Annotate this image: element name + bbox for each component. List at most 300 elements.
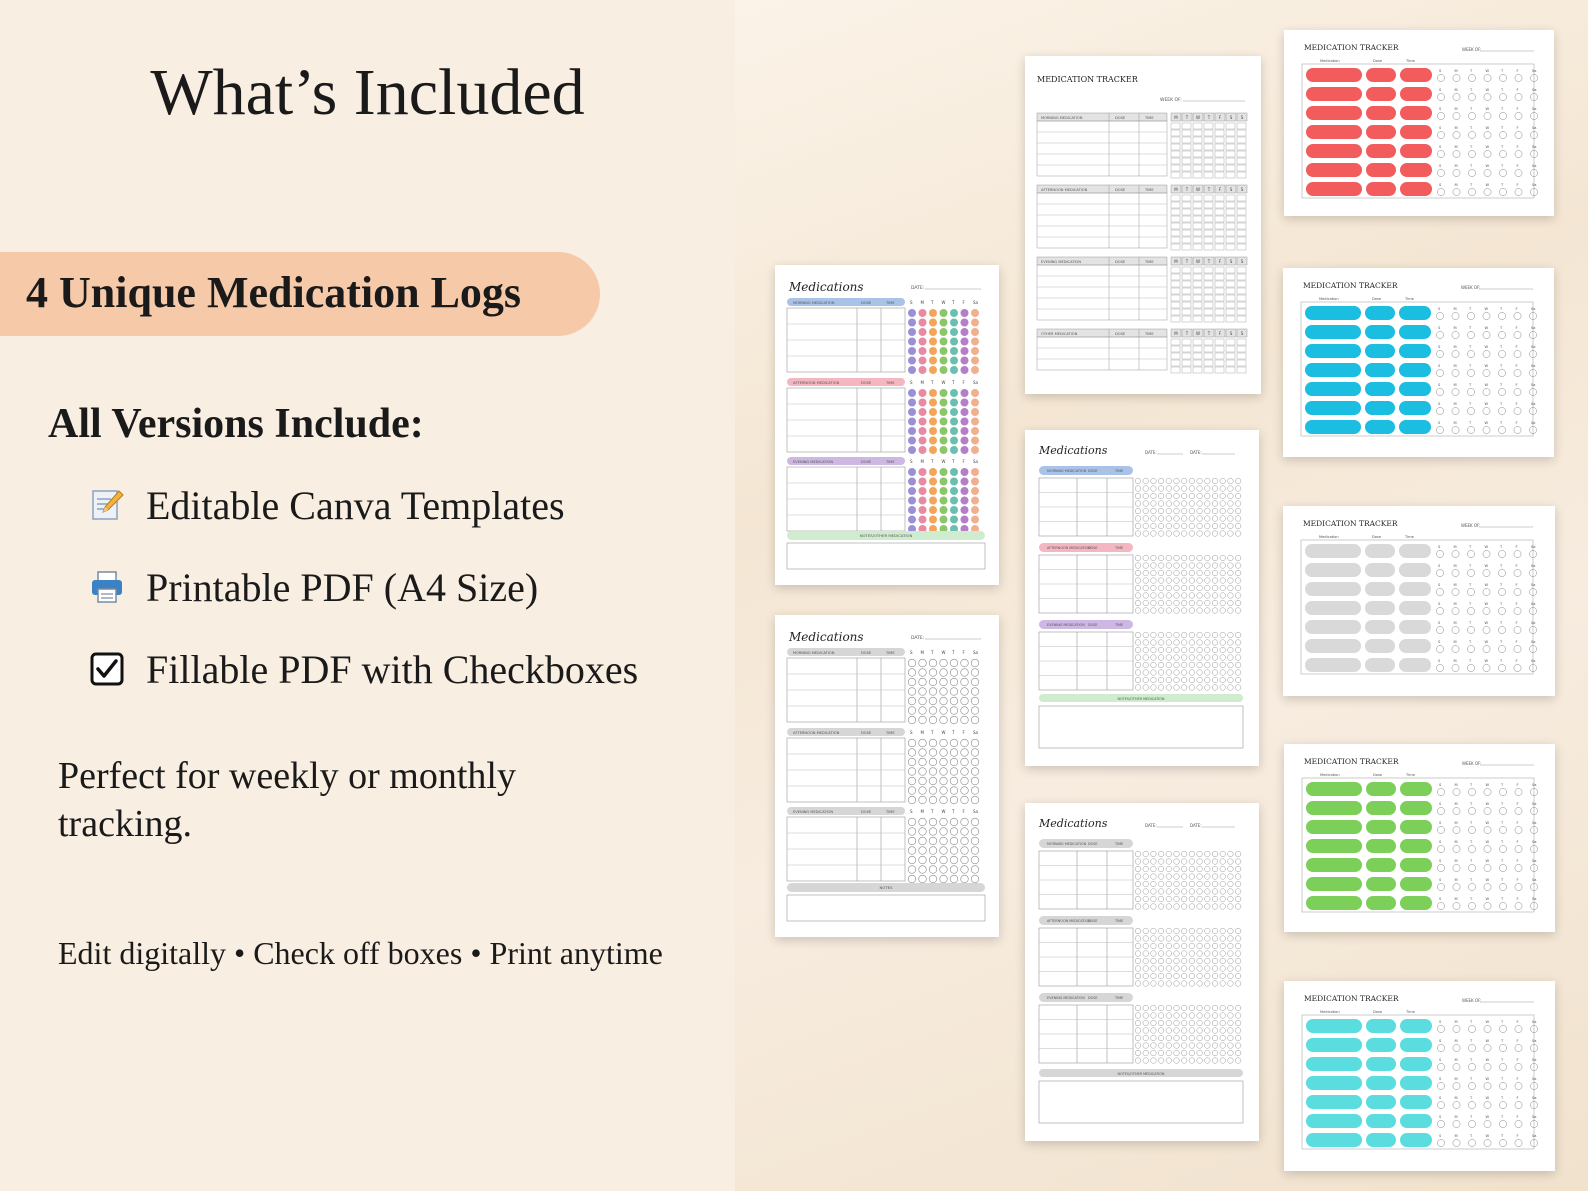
preview-day-dot bbox=[919, 427, 927, 435]
preview-day-circle bbox=[1220, 478, 1226, 484]
memo-pencil-icon bbox=[88, 486, 126, 524]
preview-col-medication: Medication bbox=[1319, 535, 1339, 539]
preview-day-circle bbox=[971, 787, 979, 795]
preview-day-circle bbox=[1235, 493, 1241, 499]
preview-day-circle bbox=[908, 875, 916, 883]
preview-day-circle bbox=[1220, 896, 1226, 902]
preview-time-pill bbox=[1400, 1095, 1432, 1109]
preview-day-circle bbox=[1158, 555, 1164, 561]
preview-day-circle bbox=[1197, 478, 1203, 484]
preview-day-circle bbox=[1189, 943, 1195, 949]
feature-fillable bbox=[88, 644, 638, 694]
preview-day-label: M bbox=[1174, 259, 1178, 264]
preview-check-box bbox=[1171, 172, 1180, 178]
preview-day-circle bbox=[1235, 647, 1241, 653]
preview-day-circle bbox=[1174, 1035, 1180, 1041]
preview-day-circle bbox=[1235, 966, 1241, 972]
preview-day-circle bbox=[1189, 585, 1195, 591]
preview-day-circle bbox=[1189, 936, 1195, 942]
preview-check-box bbox=[1171, 316, 1180, 322]
preview-day-circle bbox=[1174, 632, 1180, 638]
preview-day-label: Sa bbox=[1532, 878, 1537, 882]
preview-medication-pill bbox=[1306, 87, 1362, 101]
preview-day-circle bbox=[950, 768, 958, 776]
preview-check-box bbox=[1226, 237, 1235, 243]
preview-dose-pill bbox=[1365, 544, 1395, 558]
preview-day-circle bbox=[1143, 874, 1149, 880]
preview-day-label: W bbox=[1485, 164, 1490, 168]
preview-day-circle bbox=[1151, 859, 1157, 865]
preview-day-circle bbox=[940, 787, 948, 795]
preview-day-label: Sa bbox=[1531, 640, 1536, 644]
preview-day-circle bbox=[961, 866, 969, 874]
preview-day-circle bbox=[1189, 1005, 1195, 1011]
preview-check-box bbox=[1204, 202, 1213, 208]
preview-day-circle bbox=[1143, 593, 1149, 599]
preview-day-dot bbox=[919, 309, 927, 317]
preview-day-circle bbox=[1205, 585, 1211, 591]
preview-section-label: MORNING MEDICATION bbox=[1041, 116, 1083, 120]
preview-day-dot bbox=[919, 338, 927, 346]
preview-day-circle bbox=[1151, 881, 1157, 887]
preview-day-label: M bbox=[1454, 69, 1458, 73]
preview-day-circle bbox=[961, 758, 969, 766]
preview-day-circle bbox=[1174, 866, 1180, 872]
preview-day-circle bbox=[1189, 928, 1195, 934]
preview-day-circle bbox=[1452, 664, 1459, 671]
preview-day-label: S bbox=[1439, 107, 1442, 111]
preview-day-dot bbox=[908, 366, 916, 374]
preview-day-circle bbox=[961, 678, 969, 686]
preview-day-circle bbox=[929, 707, 937, 715]
preview-day-circle bbox=[1453, 93, 1460, 100]
preview-day-circle bbox=[1166, 478, 1172, 484]
preview-check-box bbox=[1182, 158, 1191, 164]
preview-day-label: T bbox=[931, 730, 934, 735]
preview-time-label: TIME bbox=[1115, 919, 1124, 923]
preview-day-circle bbox=[1166, 874, 1172, 880]
preview-day-circle bbox=[1437, 1082, 1444, 1089]
preview-day-circle bbox=[1197, 585, 1203, 591]
preview-day-circle bbox=[1135, 874, 1141, 880]
preview-day-circle bbox=[1189, 516, 1195, 522]
preview-day-dot bbox=[971, 446, 979, 454]
preview-day-circle bbox=[1212, 958, 1218, 964]
preview-day-label: Sa bbox=[1532, 1058, 1537, 1062]
preview-day-circle bbox=[1197, 973, 1203, 979]
preview-day-label: F bbox=[1515, 659, 1518, 663]
preview-day-circle bbox=[1499, 902, 1506, 909]
preview-check-box bbox=[1226, 244, 1235, 250]
preview-day-label: W bbox=[1484, 421, 1489, 425]
preview-check-box bbox=[1182, 339, 1191, 345]
preview-day-circle bbox=[1166, 670, 1172, 676]
preview-tracker-aqua bbox=[1284, 981, 1555, 1171]
preview-day-circle bbox=[1205, 640, 1211, 646]
preview-day-label: W bbox=[1484, 659, 1489, 663]
preview-day-circle bbox=[1158, 523, 1164, 529]
preview-day-label: F bbox=[1515, 583, 1518, 587]
preview-time-pill bbox=[1400, 125, 1432, 139]
preview-day-circle bbox=[1174, 936, 1180, 942]
preview-day-label: S bbox=[1438, 326, 1441, 330]
preview-day-label: W bbox=[1485, 107, 1490, 111]
preview-day-dot bbox=[929, 366, 937, 374]
preview-day-circle bbox=[1166, 881, 1172, 887]
preview-day-circle bbox=[1181, 881, 1187, 887]
preview-day-circle bbox=[1189, 655, 1195, 661]
preview-day-circle bbox=[908, 777, 916, 785]
preview-section-label: AFTERNOON MEDICATION bbox=[793, 381, 840, 385]
preview-day-circle bbox=[1212, 1020, 1218, 1026]
preview-day-circle bbox=[1499, 788, 1506, 795]
banner-text: 4 Unique Medication Logs bbox=[26, 268, 522, 317]
preview-day-circle bbox=[1174, 531, 1180, 537]
preview-day-circle bbox=[1158, 508, 1164, 514]
preview-day-circle bbox=[1197, 1050, 1203, 1056]
preview-day-label: S bbox=[1439, 859, 1442, 863]
preview-day-label: S bbox=[1439, 1115, 1442, 1119]
preview-day-circle bbox=[1143, 951, 1149, 957]
preview-day-circle bbox=[1212, 593, 1218, 599]
preview-day-circle bbox=[1181, 966, 1187, 972]
preview-check-box bbox=[1237, 267, 1246, 273]
preview-day-label: T bbox=[1501, 840, 1504, 844]
preview-dose-label: DOSE bbox=[861, 381, 872, 385]
preview-day-circle bbox=[1174, 685, 1180, 691]
preview-dose-label: DOSE bbox=[861, 731, 872, 735]
preview-check-box bbox=[1237, 309, 1246, 315]
info-panel bbox=[0, 0, 735, 1191]
preview-day-circle bbox=[950, 828, 958, 836]
preview-day-circle bbox=[1483, 388, 1490, 395]
preview-day-circle bbox=[1499, 1025, 1506, 1032]
preview-day-circle bbox=[1453, 864, 1460, 871]
preview-day-label: T bbox=[931, 459, 934, 464]
preview-day-dot bbox=[940, 366, 948, 374]
preview-day-circle bbox=[1166, 640, 1172, 646]
preview-day-label: T bbox=[1469, 621, 1472, 625]
preview-check-box bbox=[1182, 130, 1191, 136]
preview-day-circle bbox=[1212, 516, 1218, 522]
preview-day-circle bbox=[1166, 1013, 1172, 1019]
preview-day-circle bbox=[971, 866, 979, 874]
preview-day-circle bbox=[1453, 1101, 1460, 1108]
preview-day-circle bbox=[1166, 928, 1172, 934]
preview-day-label: Sa bbox=[1532, 69, 1537, 73]
preview-day-circle bbox=[1189, 593, 1195, 599]
preview-day-label: T bbox=[1207, 187, 1211, 192]
preview-day-circle bbox=[1228, 936, 1234, 942]
preview-day-dot bbox=[929, 468, 937, 476]
preview-day-circle bbox=[1205, 866, 1211, 872]
preview-day-circle bbox=[1197, 501, 1203, 507]
preview-day-circle bbox=[1452, 607, 1459, 614]
preview-day-circle bbox=[1483, 645, 1490, 652]
preview-dose-pill bbox=[1365, 401, 1395, 415]
preview-day-circle bbox=[1483, 312, 1490, 319]
preview-day-circle bbox=[1174, 966, 1180, 972]
preview-day-circle bbox=[1437, 807, 1444, 814]
preview-day-label: Sa bbox=[1532, 1115, 1537, 1119]
preview-day-circle bbox=[1158, 486, 1164, 492]
preview-day-dot bbox=[971, 497, 979, 505]
preview-check-box bbox=[1204, 309, 1213, 315]
preview-day-circle bbox=[1181, 578, 1187, 584]
preview-medication-pill bbox=[1305, 639, 1361, 653]
preview-day-circle bbox=[1174, 640, 1180, 646]
preview-day-circle bbox=[1205, 889, 1211, 895]
preview-day-label: T bbox=[1470, 69, 1473, 73]
preview-day-circle bbox=[1235, 1028, 1241, 1034]
preview-tracker-green bbox=[1284, 744, 1555, 932]
preview-day-dot bbox=[929, 516, 937, 524]
preview-day-circle bbox=[1166, 973, 1172, 979]
preview-check-box bbox=[1171, 165, 1180, 171]
preview-day-dot bbox=[961, 497, 969, 505]
preview-day-circle bbox=[1235, 523, 1241, 529]
preview-day-circle bbox=[1181, 904, 1187, 910]
preview-day-label: F bbox=[1515, 545, 1518, 549]
preview-day-circle bbox=[1235, 608, 1241, 614]
preview-day-circle bbox=[1143, 981, 1149, 987]
preview-day-circle bbox=[1205, 677, 1211, 683]
preview-day-circle bbox=[1205, 478, 1211, 484]
preview-day-label: T bbox=[1185, 259, 1189, 264]
preview-check-box bbox=[1226, 281, 1235, 287]
preview-day-label: T bbox=[1470, 1058, 1473, 1062]
preview-day-circle bbox=[1174, 859, 1180, 865]
preview-day-circle bbox=[1181, 685, 1187, 691]
preview-day-circle bbox=[1143, 478, 1149, 484]
preview-day-label: T bbox=[1501, 69, 1504, 73]
preview-time-pill bbox=[1399, 544, 1431, 558]
preview-day-circle bbox=[950, 847, 958, 855]
preview-check-box bbox=[1226, 144, 1235, 150]
preview-day-circle bbox=[1235, 508, 1241, 514]
feature-fillable-label: Fillable PDF with Checkboxes bbox=[146, 646, 639, 692]
preview-date-label: DATE: bbox=[1190, 823, 1202, 828]
preview-day-circle bbox=[1143, 1028, 1149, 1034]
preview-day-label: T bbox=[1469, 602, 1472, 606]
preview-day-circle bbox=[1228, 958, 1234, 964]
preview-day-label: T bbox=[1469, 659, 1472, 663]
preview-day-dot bbox=[929, 357, 937, 365]
preview-script-title: Medications bbox=[1039, 444, 1108, 457]
preview-dose-label: DOSE bbox=[861, 651, 872, 655]
preview-day-dot bbox=[919, 319, 927, 327]
preview-day-label: S bbox=[1439, 126, 1442, 130]
preview-day-circle bbox=[1220, 685, 1226, 691]
preview-day-circle bbox=[1228, 501, 1234, 507]
preview-day-circle bbox=[1205, 531, 1211, 537]
preview-day-label: F bbox=[1515, 345, 1518, 349]
preview-day-dot bbox=[950, 319, 958, 327]
preview-day-dot bbox=[919, 506, 927, 514]
preview-day-circle bbox=[1189, 677, 1195, 683]
preview-day-label: W bbox=[1484, 326, 1489, 330]
preview-check-box bbox=[1215, 295, 1224, 301]
preview-day-circle bbox=[1181, 866, 1187, 872]
preview-day-label: W bbox=[1485, 840, 1490, 844]
preview-day-circle bbox=[1228, 866, 1234, 872]
preview-day-label: S bbox=[1229, 331, 1233, 336]
preview-time-pill bbox=[1400, 858, 1432, 872]
preview-day-circle bbox=[1205, 501, 1211, 507]
preview-time-pill bbox=[1399, 363, 1431, 377]
preview-check-box bbox=[1226, 130, 1235, 136]
preview-day-circle bbox=[1205, 670, 1211, 676]
preview-day-label: S bbox=[1439, 145, 1442, 149]
preview-day-circle bbox=[1514, 664, 1521, 671]
preview-day-circle bbox=[1212, 973, 1218, 979]
preview-day-circle bbox=[1197, 531, 1203, 537]
preview-day-circle bbox=[1515, 864, 1522, 871]
preview-day-circle bbox=[1166, 486, 1172, 492]
preview-check-box bbox=[1182, 137, 1191, 143]
preview-day-circle bbox=[1181, 608, 1187, 614]
preview-day-circle bbox=[1189, 966, 1195, 972]
preview-day-circle bbox=[1483, 626, 1490, 633]
preview-day-dot bbox=[940, 338, 948, 346]
preview-day-circle bbox=[1483, 369, 1490, 376]
preview-check-box bbox=[1204, 288, 1213, 294]
preview-day-circle bbox=[1212, 936, 1218, 942]
preview-day-circle bbox=[950, 758, 958, 766]
preview-dose-pill bbox=[1365, 420, 1395, 434]
preview-day-circle bbox=[1174, 973, 1180, 979]
preview-medication-pill bbox=[1305, 306, 1361, 320]
preview-time-pill bbox=[1400, 839, 1432, 853]
preview-medication-pill bbox=[1305, 363, 1361, 377]
preview-day-circle bbox=[1498, 312, 1505, 319]
preview-dose-label: DOSE bbox=[1088, 469, 1098, 473]
preview-check-box bbox=[1237, 288, 1246, 294]
preview-day-circle bbox=[971, 818, 979, 826]
preview-day-circle bbox=[1220, 677, 1226, 683]
preview-day-label: M bbox=[1174, 331, 1178, 336]
preview-day-dot bbox=[961, 446, 969, 454]
preview-day-label: W bbox=[1484, 583, 1489, 587]
preview-day-circle bbox=[1143, 1020, 1149, 1026]
preview-day-label: Sa bbox=[1531, 307, 1536, 311]
preview-day-circle bbox=[1228, 685, 1234, 691]
preview-dose-pill bbox=[1366, 839, 1396, 853]
preview-day-circle bbox=[1212, 904, 1218, 910]
preview-day-label: W bbox=[1485, 802, 1490, 806]
preview-day-circle bbox=[1205, 523, 1211, 529]
preview-day-circle bbox=[1151, 563, 1157, 569]
preview-day-label: W bbox=[1485, 859, 1490, 863]
preview-check-box bbox=[1182, 209, 1191, 215]
preview-day-circle bbox=[1437, 1120, 1444, 1127]
preview-day-circle bbox=[1483, 607, 1490, 614]
preview-colored-circles bbox=[1025, 430, 1259, 766]
preview-day-circle bbox=[908, 659, 916, 667]
preview-day-circle bbox=[1158, 685, 1164, 691]
preview-day-circle bbox=[1228, 508, 1234, 514]
preview-day-circle bbox=[1174, 523, 1180, 529]
preview-day-label: Sa bbox=[1531, 421, 1536, 425]
preview-day-circle bbox=[971, 837, 979, 845]
preview-day-circle bbox=[1189, 570, 1195, 576]
preview-day-label: Sa bbox=[1531, 602, 1536, 606]
preview-time-pill bbox=[1399, 401, 1431, 415]
preview-day-circle bbox=[1181, 486, 1187, 492]
preview-check-box bbox=[1182, 302, 1191, 308]
preview-day-circle bbox=[1484, 864, 1491, 871]
preview-day-circle bbox=[1235, 928, 1241, 934]
preview-day-circle bbox=[971, 847, 979, 855]
preview-day-circle bbox=[1235, 866, 1241, 872]
preview-day-circle bbox=[1135, 1035, 1141, 1041]
preview-day-circle bbox=[1166, 593, 1172, 599]
preview-day-circle bbox=[1484, 1025, 1491, 1032]
preview-day-circle bbox=[1205, 578, 1211, 584]
preview-check-box bbox=[1226, 202, 1235, 208]
preview-day-circle bbox=[1212, 896, 1218, 902]
preview-week-label: WEEK OF: bbox=[1462, 47, 1482, 52]
preview-day-circle bbox=[1228, 1058, 1234, 1064]
preview-day-circle bbox=[1228, 928, 1234, 934]
preview-check-box bbox=[1182, 274, 1191, 280]
preview-day-circle bbox=[1498, 426, 1505, 433]
preview-day-circle bbox=[1151, 640, 1157, 646]
preview-time-label: TIME bbox=[886, 731, 895, 735]
preview-day-circle bbox=[1174, 958, 1180, 964]
feature-editable bbox=[88, 480, 565, 530]
preview-day-circle bbox=[1174, 1050, 1180, 1056]
preview-day-circle bbox=[1220, 608, 1226, 614]
preview-day-circle bbox=[1235, 655, 1241, 661]
preview-day-circle bbox=[1143, 889, 1149, 895]
preview-day-circle bbox=[1235, 531, 1241, 537]
preview-day-label: S bbox=[1438, 640, 1441, 644]
preview-day-circle bbox=[1189, 478, 1195, 484]
preview-day-label: W bbox=[941, 459, 946, 464]
preview-day-circle bbox=[1228, 1043, 1234, 1049]
preview-day-dot bbox=[971, 506, 979, 514]
preview-dose-pill bbox=[1366, 801, 1396, 815]
preview-check-box bbox=[1193, 158, 1202, 164]
preview-check-box bbox=[1226, 195, 1235, 201]
preview-day-label: M bbox=[1174, 115, 1178, 120]
preview-day-label: Sa bbox=[1532, 145, 1537, 149]
preview-day-circle bbox=[1235, 563, 1241, 569]
preview-day-label: S bbox=[1439, 878, 1442, 882]
preview-day-label: F bbox=[1515, 621, 1518, 625]
preview-day-circle bbox=[1197, 655, 1203, 661]
preview-day-label: Sa bbox=[1532, 88, 1537, 92]
preview-check-box bbox=[1237, 123, 1246, 129]
preview-date-label: DATE: bbox=[1145, 450, 1157, 455]
preview-day-circle bbox=[1181, 1058, 1187, 1064]
preview-day-circle bbox=[1514, 369, 1521, 376]
preview-day-circle bbox=[1228, 486, 1234, 492]
preview-day-label: S bbox=[1439, 69, 1442, 73]
preview-day-circle bbox=[1484, 150, 1491, 157]
preview-day-circle bbox=[1484, 788, 1491, 795]
preview-day-circle bbox=[1143, 516, 1149, 522]
preview-day-circle bbox=[908, 818, 916, 826]
preview-day-circle bbox=[971, 749, 979, 757]
preview-dose-pill bbox=[1366, 782, 1396, 796]
preview-day-circle bbox=[1467, 607, 1474, 614]
preview-day-circle bbox=[1220, 951, 1226, 957]
preview-day-label: Sa bbox=[1531, 383, 1536, 387]
preview-check-box bbox=[1182, 151, 1191, 157]
preview-day-label: T bbox=[1470, 840, 1473, 844]
